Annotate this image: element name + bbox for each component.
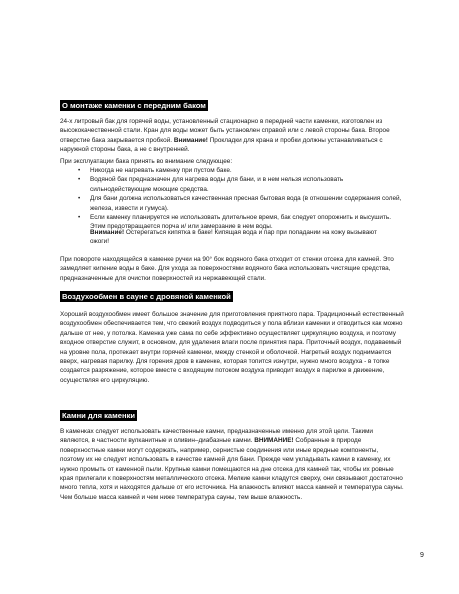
list-item (78, 175, 404, 194)
list-item-text: Если каменку планируется не использовать длительное время, бак следует опорожнить и высушить. Этим предотвращается порча и/ или замерзание в нем воды. (90, 214, 392, 231)
list-item-text: Для бани должна использоваться качественная пресная бытовая вода (в отношении содержания солей, железа, извести и гумуса). (90, 195, 402, 212)
paragraph-text: Остерегаться кипятка в баке! Кипящая вода и пар при попадании на кожу вызывают ожоги! (90, 229, 377, 246)
list-item-text: Водяной бак предназначен для нагрева воды для бани, и в нем нельзя использовать сильнодействующие моющие средства. (90, 176, 344, 193)
paragraph-text: 24-х литровый бак для горячей воды, установленный стационарно в передней части каменки, изготовлен из высококачественной стали. Кран для воды может быть установлен справой или с левой стороны бака. Второе отверстие бака закрывается пробкой. (60, 118, 390, 144)
paragraph-handle-rotation: При повороте находящейся в каменке ручки на 90° бок водяного бака отходит от стенки отсека для камней. Это замедляет кипение воды в баке. Для ухода за поверхностями водяного бака использовать чистящие средства, предназначенные для очистки поверхностей из нержавеющей стали. (60, 256, 394, 282)
paragraph-tank-description (60, 117, 404, 155)
paragraph-text: В каменках следует использовать качественные камни, предназначенные именно для этой цели. Такими являются, в частности вулканитные и оливин–диабазные камни. (60, 428, 373, 445)
list-item-text: Никогда не нагревать каменку при пустом баке. (90, 167, 232, 174)
list-item (78, 194, 404, 213)
bullet-glyph: • (78, 195, 81, 203)
section-heading-front-tank: О монтаже каменки с передним баком (62, 101, 206, 110)
warning-label: ВНИМАНИЕ! (254, 437, 294, 445)
page-number: 9 (420, 552, 424, 559)
bullet-glyph: • (78, 176, 81, 184)
section-heading-stones: Камни для каменки (62, 411, 136, 420)
paragraph-usage-intro: При эксплуатации бака принять во внимание следующее: (60, 158, 233, 165)
warning-label: Внимание! (173, 136, 208, 144)
paragraph-text: Собранные в природе поверхностные камни могут содержать, например, сернистые соединения или иные вредные компоненты, поэтому их не следует использовать в качестве камней для бани. Прежде чем укладывать камни в каменку, их нужно промыть от каменной пыли. Крупные камни помещаются на дне отсека для камней так, чтобы их ровные края прилегали к поверхностям металлического отсека. Мелкие камни кладутся сверху, они связывают достаточно много тепла, хотя и находятся дальше от его источника. На влажность влияют масса камней и температура сауны. Чем больше масса камней и чем ниже температура сауны, тем выше влажность. (60, 437, 404, 501)
paragraph-boiling-warning (90, 228, 390, 247)
usage-bullet-list (78, 166, 404, 232)
paragraph-ventilation: Хороший воздухообмен имеет большое значение для приготовления приятного пара. Традиционный естественный воздухообмен обеспечивается тем, что свежий воздух подводиться у пола вблизи каменки и отводиться как можно дальше от нее, у потолка. Каменка уже сама по себе эффективно осуществляет циркуляцию воздуха, и поэтому входное отверстие служит, в основном, для удаления влаги после принятия пара. Приточный воздух, подаваемый на уровне пола, протекает внутри горячей каменки, между стенкой и оболочкой. Нагретый воздух поднимается вверх, нагревая парилку. Для горения дров в каменке, которая топится изнутри, нужно много воздуха - в топке создается разряжение, которое вместе с входящим потоком воздуха приводит воздух в парилке в движение, осуществляя его циркуляцию. (60, 311, 404, 384)
paragraph-text: Прокладки для крана и пробки должны устанавливаться с наружной стороны бака, а не с внутренней. (60, 136, 383, 154)
list-item (78, 166, 404, 175)
paragraph-stones (60, 427, 404, 502)
bullet-glyph: • (78, 214, 81, 222)
warning-label: Внимание! (90, 229, 125, 236)
section-heading-ventilation: Воздухообмен в сауне с дровяной каменкой (62, 292, 231, 301)
bullet-glyph: • (78, 167, 81, 174)
